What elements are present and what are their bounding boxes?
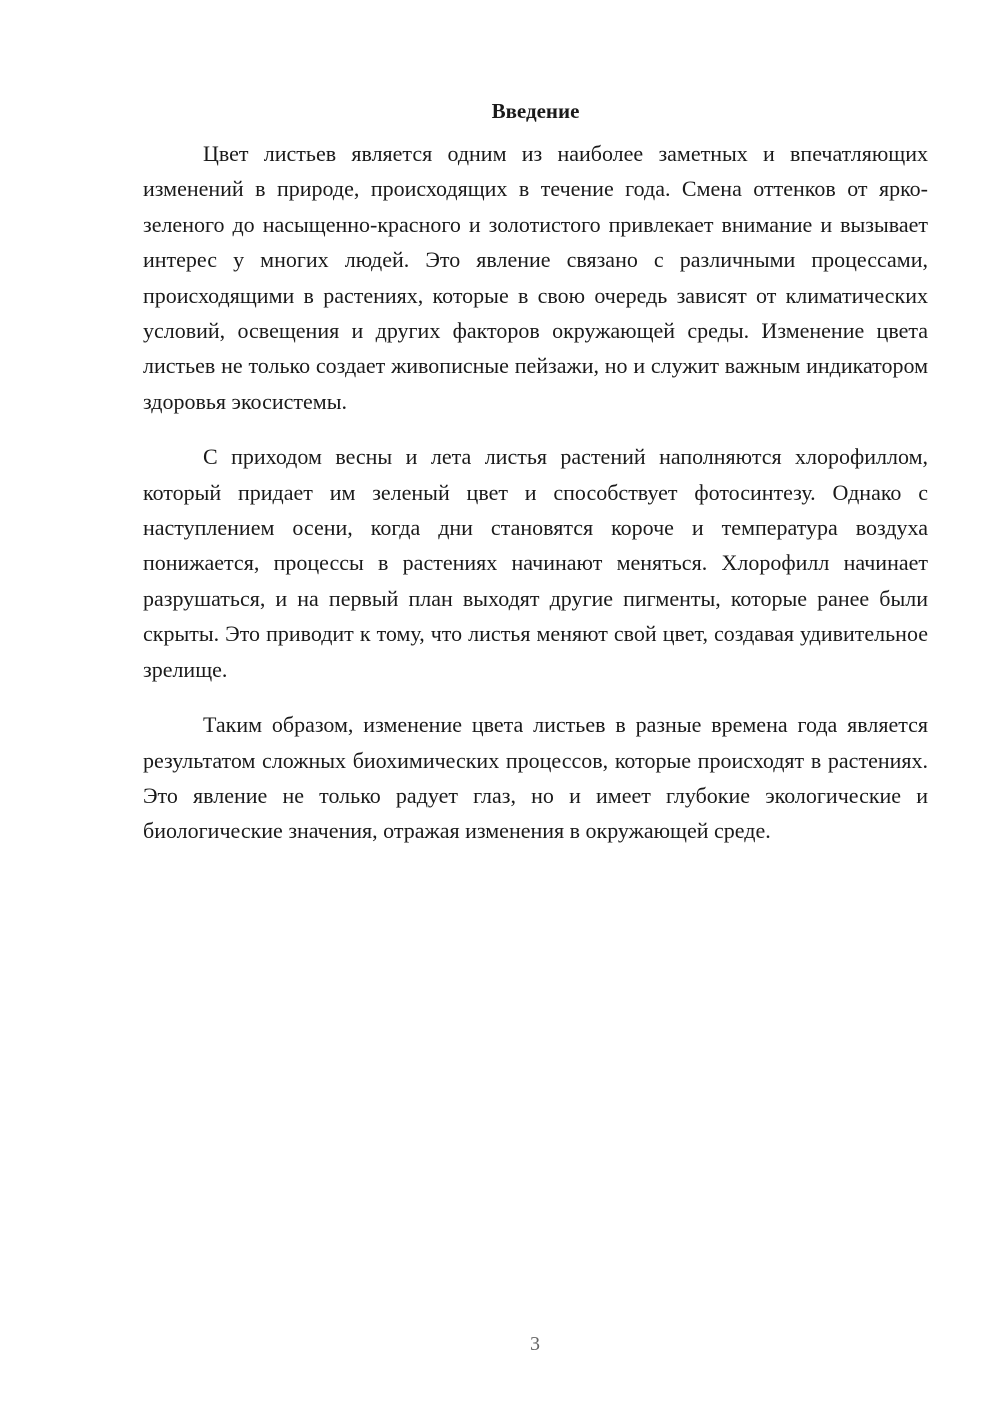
paragraph-2: С приходом весны и лета листья растений наполняются хлорофиллом, который придает им зеленый цвет и способствует фотосинтезу. Однако с наступлением осени, когда дни становятся короче и температура воздуха понижается, процессы в растениях начинают меняться. Хлорофилл начинает разрушаться, и на первый план выходят другие пигменты, которые ранее были скрыты. Это приводит к тому, что листья меняют свой цвет, создавая удивительное зрелище.	[143, 444, 928, 682]
paragraph-3: Таким образом, изменение цвета листьев в разные времена года является результатом сложных биохимических процессов, которые происходят в растениях. Это явление не только радует глаз, но и имеет глубокие экологические и биологические значения, отражая изменения в окружающей среде.	[143, 712, 928, 844]
page-content	[143, 96, 928, 869]
paragraph-1: Цвет листьев является одним из наиболее заметных и впечатляющих изменений в природе, происходящих в течение года. Смена оттенков от ярко-зеленого до насыщенно-красного и золотистого привлекает внимание и вызывает интерес у многих людей. Это явление связано с различными процессами, происходящими в растениях, которые в свою очередь зависят от климатических условий, освещения и других факторов окружающей среды. Изменение цвета листьев не только создает живописные пейзажи, но и служит важным индикатором здоровья экосистемы.	[143, 141, 928, 414]
section-title: Введение	[491, 99, 580, 123]
page-number: 3	[530, 1333, 540, 1355]
